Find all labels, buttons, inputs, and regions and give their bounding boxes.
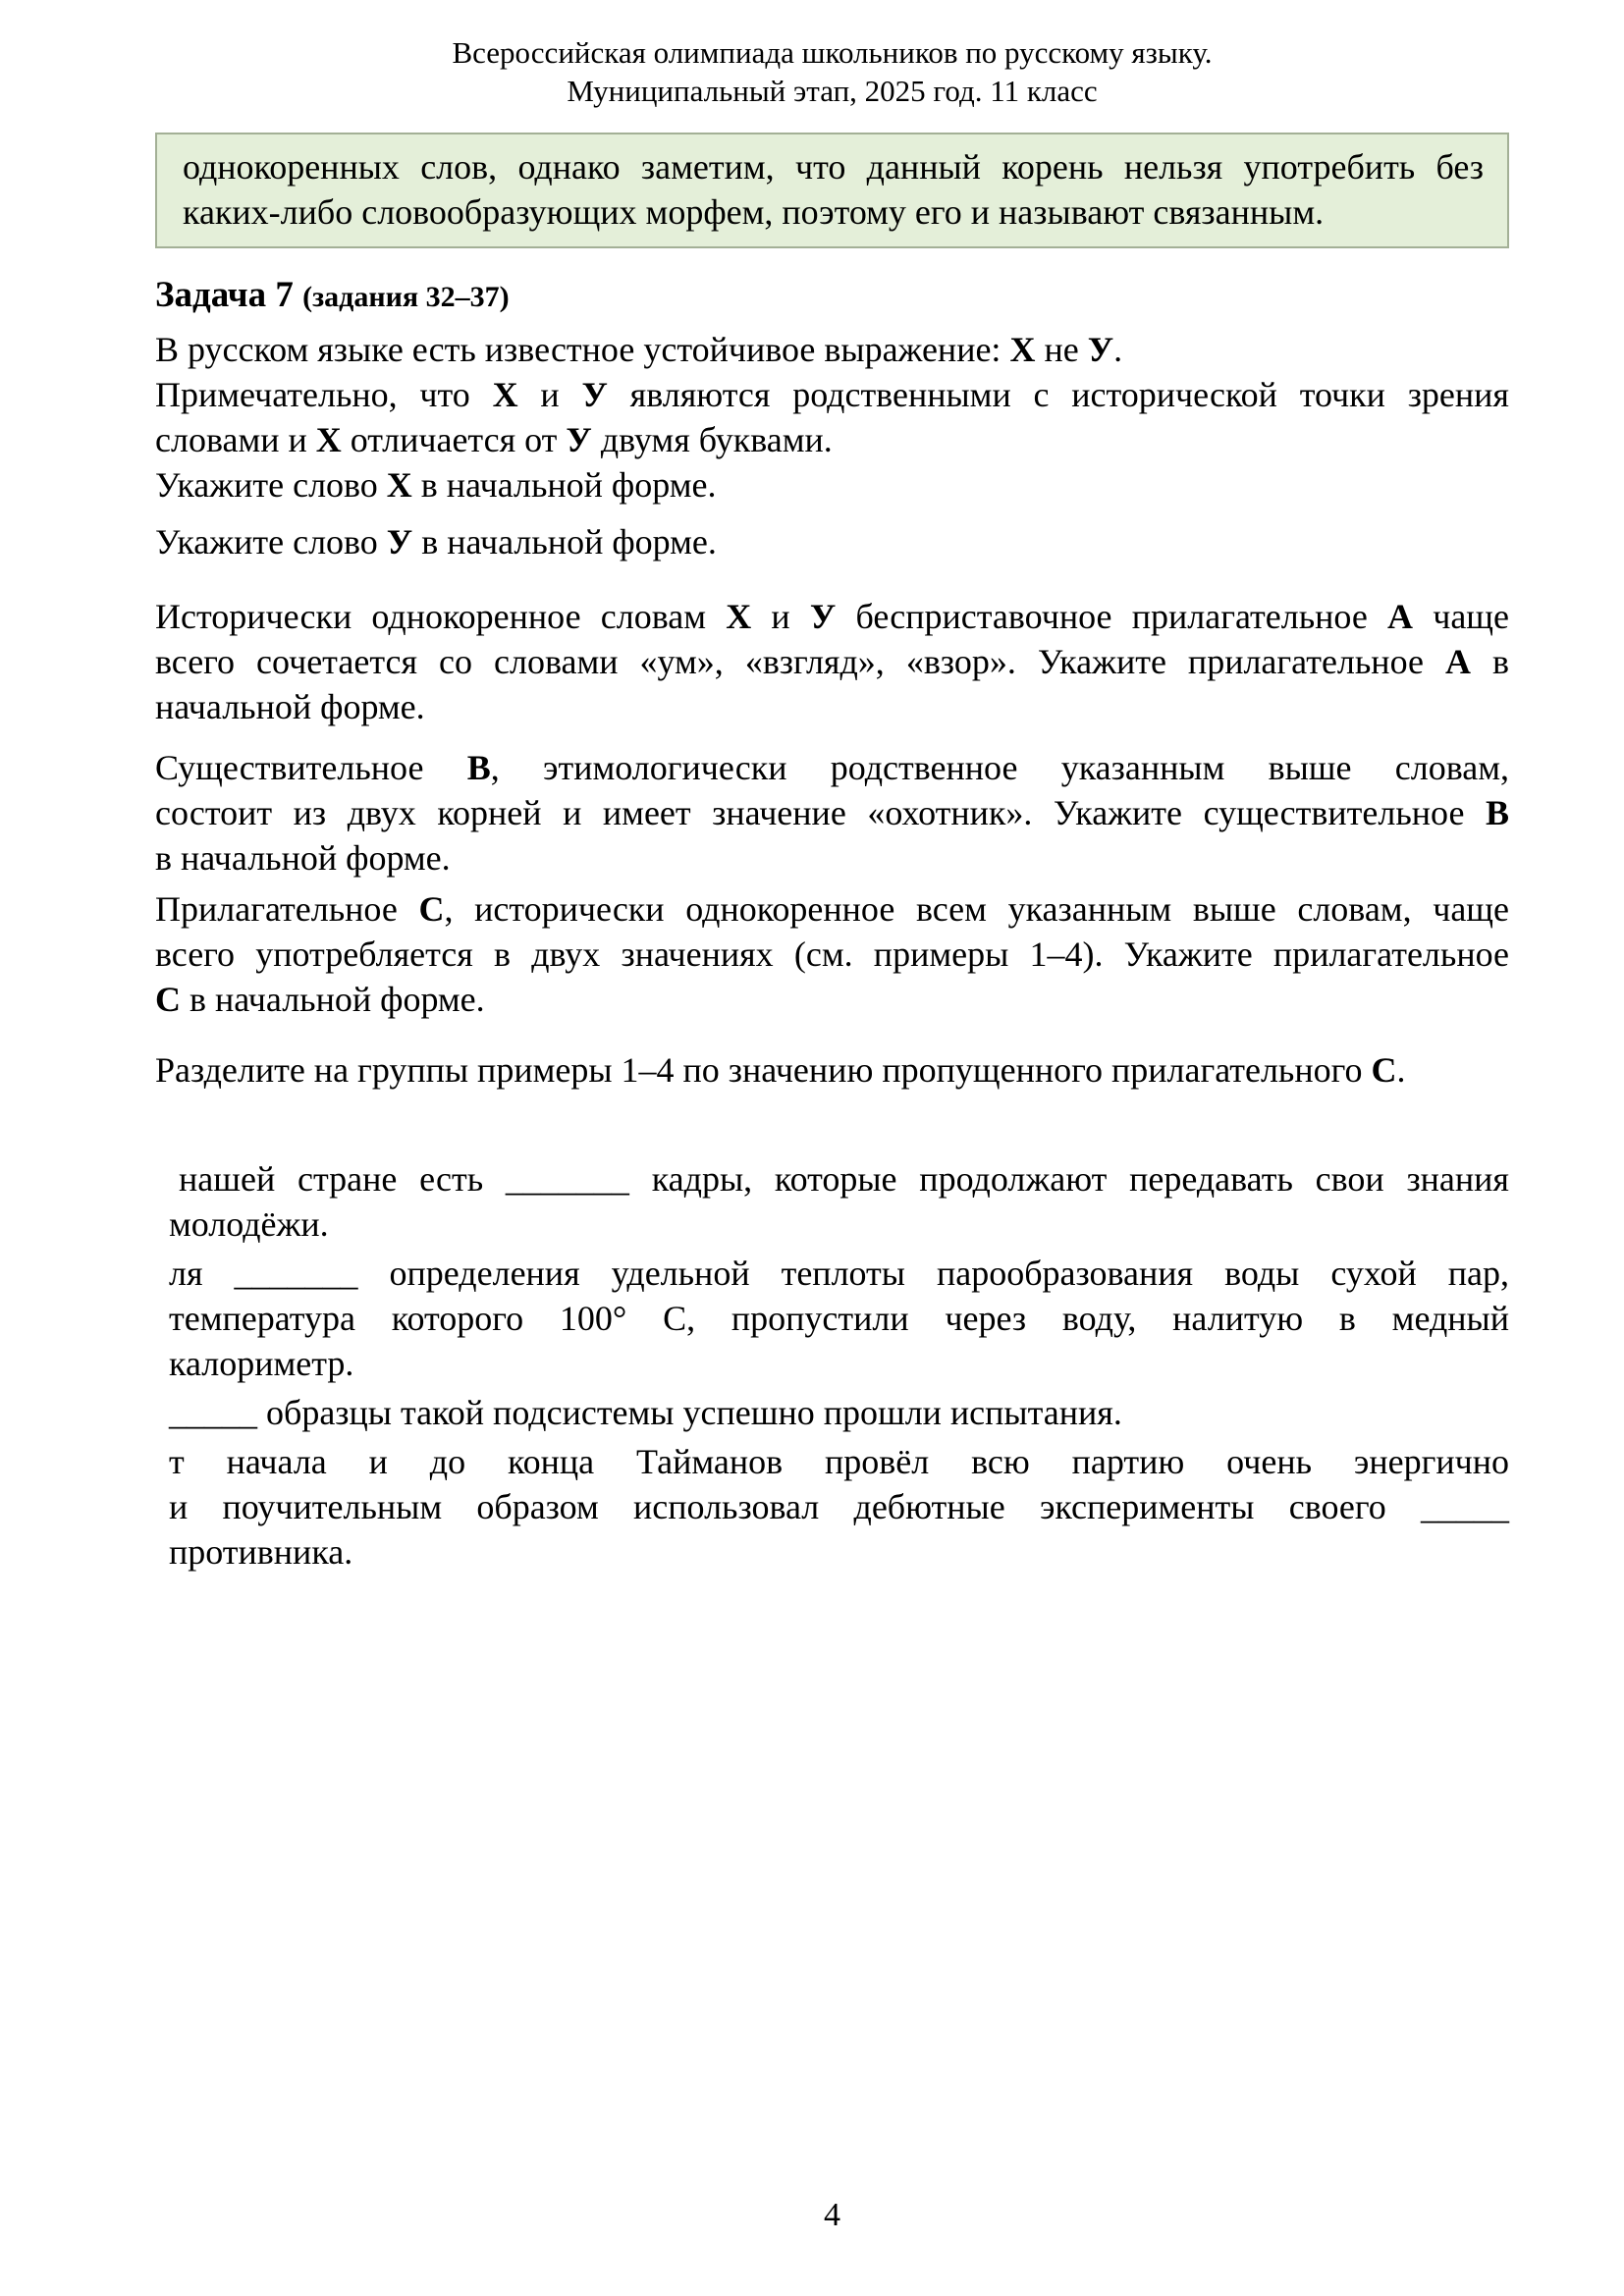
bold-text-segment: Х — [492, 375, 518, 414]
bold-text-segment: У — [386, 522, 413, 561]
text-segment: состоит из двух корней и имеет значение «охотник». Укажите существительное — [155, 793, 1486, 832]
text-line — [169, 1296, 1509, 1341]
text-line — [155, 684, 1509, 729]
task-body — [155, 327, 1509, 1093]
text-segment: начальной форме. — [155, 687, 425, 726]
text-segment: _____ образцы такой подсистемы успешно прошли испытания. — [169, 1393, 1122, 1432]
text-segment: чаще — [1413, 597, 1510, 636]
notice-box — [155, 133, 1509, 248]
text-line — [155, 594, 1509, 639]
text-line — [169, 1251, 1509, 1296]
bold-text-segment: В — [1485, 793, 1509, 832]
text-segment: калориметр. — [169, 1344, 354, 1383]
text-line — [169, 1201, 1509, 1247]
text-segment: ля _______ определения удельной теплоты парообразования воды сухой пар, — [169, 1254, 1509, 1293]
text-segment: Исторически однокоренное словам — [155, 597, 727, 636]
bold-text-segment: У — [809, 597, 837, 636]
text-line — [155, 327, 1509, 372]
text-segment: в начальной форме. — [411, 465, 717, 505]
document-header — [155, 0, 1509, 110]
page-content — [155, 0, 1509, 1575]
text-segment: и поучительным образом использовал дебютные эксперименты своего _____ — [169, 1487, 1509, 1526]
text-segment: Укажите слово — [155, 522, 387, 561]
text-line — [169, 1341, 1509, 1386]
text-segment: противника. — [169, 1532, 353, 1572]
bold-text-segment: А — [1445, 642, 1471, 681]
task-title-main: Задача 7 — [155, 275, 294, 315]
notice-box-text — [183, 144, 1484, 235]
bold-text-segment: Х — [1009, 330, 1036, 369]
bold-text-segment: Х — [726, 597, 752, 636]
text-segment: в начальной форме. — [181, 980, 485, 1019]
text-line — [155, 745, 1509, 790]
text-segment: температура которого 100° С, пропустили через воду, налитую в медный — [169, 1299, 1509, 1338]
task-paragraph — [155, 519, 1509, 564]
text-segment: , этимологически родственное указанным выше словам, — [490, 748, 1509, 787]
text-line — [155, 519, 1509, 564]
text-segment: Разделите на группы примеры 1–4 по значению пропущенного прилагательного — [155, 1050, 1372, 1090]
text-line — [155, 835, 1509, 881]
text-segment: в начальной форме. — [412, 522, 717, 561]
text-segment: Укажите слово — [155, 465, 387, 505]
bold-text-segment: У — [581, 375, 608, 414]
text-line — [155, 977, 1509, 1022]
task-title — [155, 274, 1509, 319]
text-line — [155, 932, 1509, 977]
bold-text-segment: С — [1371, 1050, 1397, 1090]
bold-text-segment: С — [418, 889, 445, 929]
example-sentence — [169, 1390, 1509, 1435]
text-segment: в — [1471, 642, 1510, 681]
bold-text-segment: Х — [315, 420, 342, 459]
text-line — [169, 1529, 1509, 1575]
header-line-2: Муниципальный этап, 2025 год. 11 класс — [567, 74, 1098, 108]
text-segment: нашей стране есть _______ кадры, которые продолжают передавать свои знания — [179, 1159, 1509, 1199]
task-paragraph — [155, 1047, 1509, 1093]
task-paragraph — [155, 594, 1509, 729]
text-segment: однокоренных слов, однако заметим, что данный корень нельзя употребить без — [183, 147, 1484, 187]
text-segment: бесприставочное прилагательное — [836, 597, 1388, 636]
text-line — [155, 372, 1509, 417]
text-segment: В русском языке есть известное устойчивое выражение: — [155, 330, 1010, 369]
text-segment: отличается от — [341, 420, 567, 459]
text-segment: . — [1113, 330, 1123, 369]
bold-text-segment: У — [1087, 330, 1114, 369]
examples-block — [155, 1156, 1509, 1575]
text-segment: . — [1396, 1050, 1406, 1090]
text-line — [169, 1484, 1509, 1529]
text-segment: в начальной форме. — [155, 838, 451, 878]
text-segment: являются родственными с исторической точки зрения — [607, 375, 1509, 414]
task-title-note: (задания 32–37) — [302, 281, 510, 313]
bold-text-segment: Х — [386, 465, 412, 505]
text-line — [155, 790, 1509, 835]
task-paragraph — [155, 886, 1509, 1022]
example-sentence — [169, 1251, 1509, 1386]
text-segment: словами и — [155, 420, 316, 459]
text-line — [169, 1156, 1509, 1201]
header-line-1: Всероссийская олимпиада школьников по русскому языку. — [452, 35, 1213, 70]
text-segment: Примечательно, что — [155, 375, 493, 414]
text-line — [169, 1439, 1509, 1484]
text-line — [155, 417, 1509, 462]
bold-text-segment: В — [466, 748, 491, 787]
task-paragraph — [155, 372, 1509, 462]
text-segment: двумя буквами. — [591, 420, 833, 459]
text-segment: всего употребляется в двух значениях (см. примеры 1–4). Укажите прилагательное — [155, 934, 1509, 974]
bold-text-segment: У — [566, 420, 592, 459]
text-line — [183, 189, 1484, 235]
text-segment: каких-либо словообразующих морфем, поэтому его и называют связанным. — [183, 192, 1325, 232]
task-paragraph — [155, 327, 1509, 372]
example-sentence — [169, 1439, 1509, 1575]
example-sentence — [169, 1156, 1509, 1247]
text-line — [183, 144, 1484, 189]
text-segment: и — [517, 375, 582, 414]
bold-text-segment: А — [1387, 597, 1414, 636]
text-segment: всего сочетается со словами «ум», «взгляд», «взор». Укажите прилагательное — [155, 642, 1445, 681]
bold-text-segment: С — [155, 980, 181, 1019]
text-line — [155, 1047, 1509, 1093]
text-segment: и — [751, 597, 810, 636]
text-line — [155, 886, 1509, 932]
text-segment: , исторически однокоренное всем указанным выше словам, чаще — [444, 889, 1509, 929]
text-line — [155, 639, 1509, 684]
page-number: 4 — [824, 2197, 840, 2233]
text-segment: Прилагательное — [155, 889, 419, 929]
task-paragraph — [155, 745, 1509, 881]
text-segment: молодёжи. — [169, 1204, 329, 1244]
text-line — [155, 462, 1509, 507]
task-paragraph — [155, 462, 1509, 507]
text-segment: Существительное — [155, 748, 467, 787]
notice-paragraph — [183, 144, 1484, 235]
text-line — [169, 1390, 1509, 1435]
text-segment: не — [1035, 330, 1088, 369]
text-segment: т начала и до конца Тайманов провёл всю партию очень энергично — [169, 1442, 1509, 1481]
